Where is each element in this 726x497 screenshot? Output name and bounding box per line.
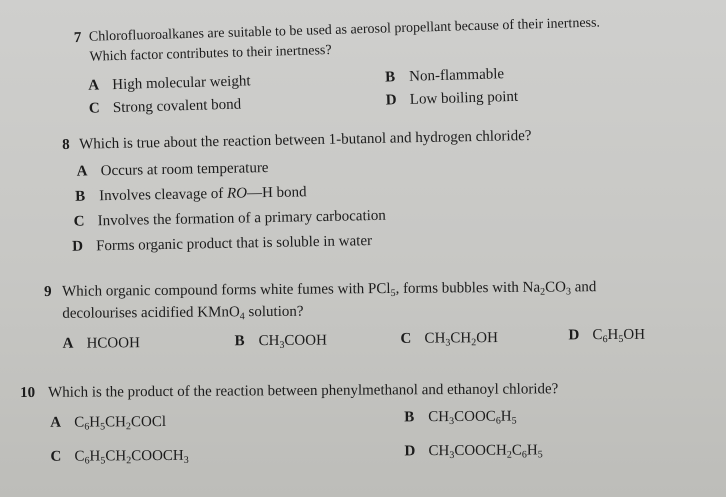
option-a[interactable]: A High molecular weight <box>88 73 251 94</box>
option-d[interactable]: D Low boiling point <box>385 88 519 109</box>
question-stem-line-2: decolourises acidified KMnO$_4$ solution? <box>62 303 304 323</box>
question-stem: Which is the product of the reaction between phenylmethanol and ethanoyl chloride? <box>47 381 559 401</box>
option-c[interactable]: C $C_6H_5CH_2COOCH_3$ <box>50 447 189 467</box>
question-number: 7 <box>73 29 82 47</box>
option-a[interactable]: A Occurs at room temperature <box>76 160 269 180</box>
question-stem: Which is true about the reaction between 1-butanol and hydrogen chloride? <box>79 127 532 153</box>
option-b[interactable]: B $CH_3COOC_6H_5$ <box>404 408 517 428</box>
question-7 <box>0 0 725 117</box>
question-stem-line-2: Which factor contributes to their inertness? <box>89 42 332 65</box>
option-b[interactable]: B Involves cleavage of RO—H bond <box>75 184 307 205</box>
question-stem-line-1: Chlorofluoroalkanes are suitable to be used as aerosol propellant because of their inertness. <box>88 15 601 45</box>
option-d[interactable]: D $CH_3COOCH_2C_6H_5$ <box>404 442 543 462</box>
option-c[interactable]: C Involves the formation of a primary carbocation <box>73 207 386 230</box>
question-number: 10 <box>20 384 36 401</box>
show-through-text <box>560 96 563 111</box>
option-b[interactable]: B $CH_3COOH$ <box>234 332 327 351</box>
option-a[interactable]: A $C_6H_5CH_2COCl$ <box>50 413 167 433</box>
option-c[interactable]: C Strong covalent bond <box>88 96 242 117</box>
question-number: 8 <box>62 136 70 153</box>
option-b[interactable]: B Non-flammable <box>384 66 505 86</box>
question-number: 9 <box>44 283 52 300</box>
question-stem-line-1: Which organic compound forms white fumes with PCl$_5$, forms bubbles with $Na_2CO_3$ and <box>62 279 597 300</box>
option-a[interactable]: A HCOOH <box>62 335 140 352</box>
option-d[interactable]: D Forms organic product that is soluble in water <box>71 233 373 255</box>
option-d[interactable]: D $C_6H_5OH$ <box>568 326 646 346</box>
option-c[interactable]: C $CH_3CH_2OH$ <box>400 330 498 349</box>
